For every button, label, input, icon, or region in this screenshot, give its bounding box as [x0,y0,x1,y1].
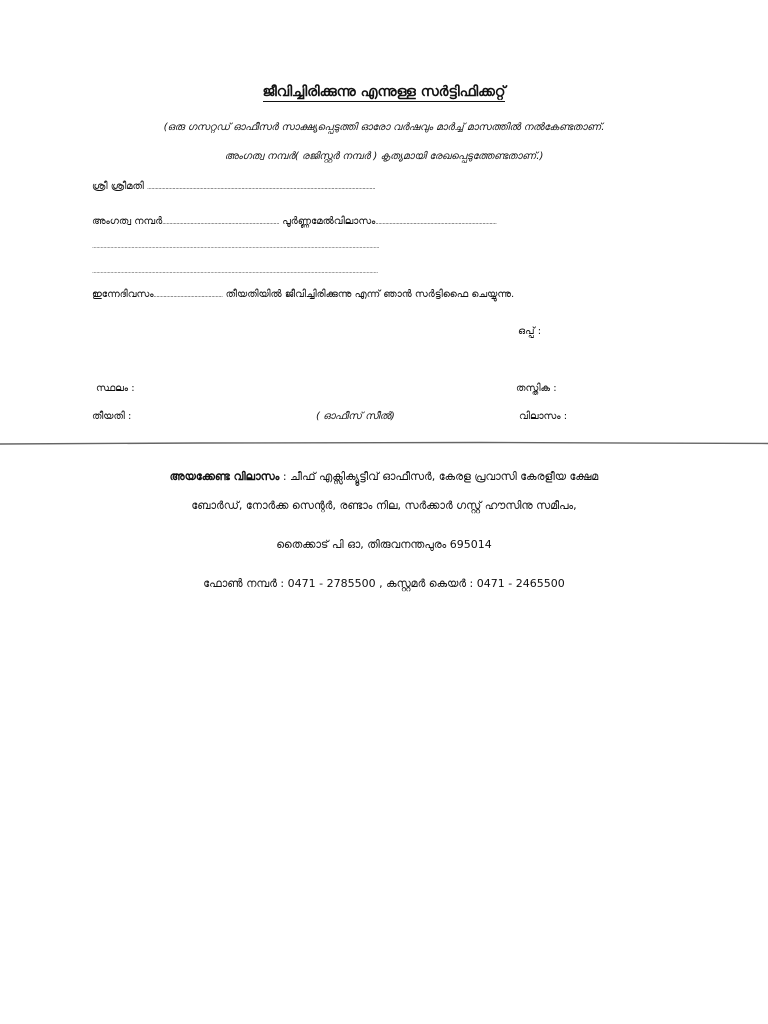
address-label-right: വിലാസം : [519,411,568,422]
send-address-line-1 [0,470,768,484]
section-divider [0,440,768,448]
office-seal-label: ( ഓഫീസ് സീൽ) [316,411,395,422]
send-address-text-1: : ചീഫ് എക്സിക്യൂട്ടീവ് ഓഫീസർ, കേരള പ്രവാസി കേരളീയ ക്ഷേമ [279,470,599,483]
date-label: തീയതി : [92,411,132,422]
member-number-label: അംഗത്വ നമ്പർ [92,216,163,227]
name-dots: .................................................................................................................................................................. [147,184,376,191]
certificate-title-text: ജീവിച്ചിരിക്കുന്നു എന്നുള്ള സർട്ടിഫിക്കറ്റ് [262,84,506,100]
member-address-line [92,216,496,227]
send-address-line-2: ബോർഡ്, നോർക്ക സെന്റർ, രണ്ടാം നില, സർക്കാർ ഗസ്റ്റ് ഹൗസിനു സമീപം, [191,499,577,512]
declaration-line [92,289,514,300]
address-label: പൂർണ്ണമേൽവിലാസം [282,216,376,227]
certificate-title [0,84,768,100]
declaration-text: തീയതിയിൽ ജീവിച്ചിരിക്കുന്നു എന്ന് ഞാൻ സർട്ടിഫൈ ചെയ്യുന്നു. [225,289,515,300]
signature-label: ഒപ്പ് : [518,326,542,337]
today-dots: ................................................. [153,292,223,299]
today-label: ഇന്നേദിവസം [92,289,154,300]
name-line [92,181,375,192]
address-continuation-2: ........................................................................................................................................................................................................... [92,268,378,275]
instruction-note-2: അംഗത്വ നമ്പർ( രജിസ്റ്റർ നമ്പർ ) കൃത്യമായി രേഖപ്പെടുത്തേണ്ടതാണ്.) [224,151,544,162]
contact-phone-line: ഫോൺ നമ്പർ : 0471 - 2785500 , കസ്റ്റമർ കെയർ : 0471 - 2465500 [203,577,565,590]
designation-label: തസ്തിക : [516,383,557,394]
send-address-label: അയക്കേണ്ട വിലാസം [169,470,280,483]
member-number-dots: ................................................................................... [162,219,280,226]
send-address-line-3: തൈക്കാട് പി ഓ, തിരുവനന്തപുരം 695014 [276,538,492,551]
name-label: ശ്രീ ശ്രീമതി [92,181,144,192]
place-label: സ്ഥലം : [96,383,135,394]
address-dots: ...................................................................................... [375,219,497,226]
instruction-note-1: (ഒരു ഗസറ്റഡ് ഓഫീസർ സാക്ഷ്യപ്പെടുത്തി ഓരോ വർഷവും മാർച്ച് മാസത്തിൽ നൽകേണ്ടതാണ്. [163,122,605,133]
address-continuation-1: ............................................................................................................................................................................................................ [92,243,380,250]
